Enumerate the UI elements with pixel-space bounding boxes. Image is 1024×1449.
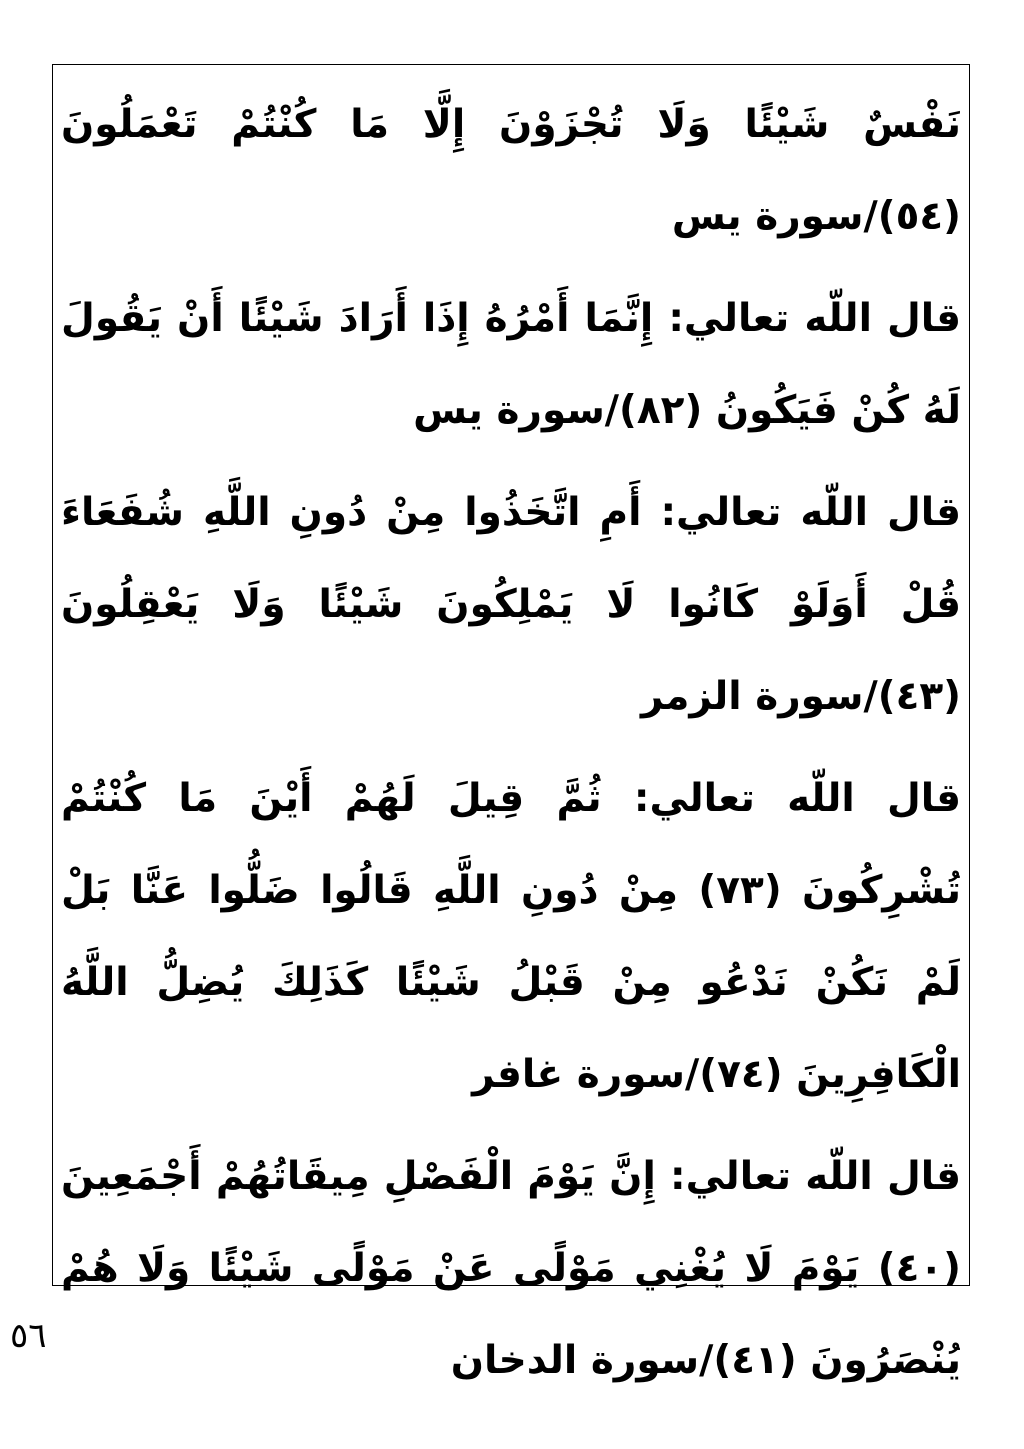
passage-yasin-82: [61, 273, 961, 457]
verse-line: قال اللّه تعالي: أَمِ اتَّخَذُوا مِنْ دُونِ اللَّهِ شُفَعَاءَ: [61, 490, 961, 535]
passage-zumar-43: [61, 467, 961, 743]
verse-line: لَهُ كُنْ فَيَكُونُ (٨٢)/سورة يس: [413, 388, 961, 433]
verse-line: قال اللّه تعالي: إِنَّمَا أَمْرُهُ إِذَا أَرَادَ شَيْئًا أَنْ يَقُولَ: [61, 296, 961, 341]
verse-line: قال اللّه تعالي: ثُمَّ قِيلَ لَهُمْ أَيْنَ مَا كُنْتُمْ: [61, 776, 961, 821]
passage-yasin-54: [61, 79, 961, 263]
verse-line: (٤٠) يَوْمَ لَا يُغْنِي مَوْلًى عَنْ مَوْلًى شَيْئًا وَلَا هُمْ: [61, 1246, 961, 1291]
verse-line: الْكَافِرِينَ (٧٤)/سورة غافر: [472, 1052, 961, 1097]
verse-line: نَفْسٌ شَيْئًا وَلَا تُجْزَوْنَ إِلَّا مَا كُنْتُمْ تَعْمَلُونَ: [61, 102, 961, 147]
passage-ghafir-73-74: [61, 753, 961, 1121]
verse-line: تُشْرِكُونَ (٧٣) مِنْ دُونِ اللَّهِ قَالُوا ضَلُّوا عَنَّا بَلْ: [61, 868, 961, 913]
verse-line: قُلْ أَوَلَوْ كَانُوا لَا يَمْلِكُونَ شَيْئًا وَلَا يَعْقِلُونَ: [61, 582, 961, 627]
verse-line: (٤٣)/سورة الزمر: [640, 674, 961, 719]
verse-line: لَمْ نَكُنْ نَدْعُو مِنْ قَبْلُ شَيْئًا كَذَلِكَ يُضِلُّ اللَّهُ: [61, 960, 961, 1005]
verse-line: قال اللّه تعالي: إِنَّ يَوْمَ الْفَصْلِ مِيقَاتُهُمْ أَجْمَعِينَ: [61, 1154, 961, 1199]
page-number: ٥٦: [10, 1316, 47, 1356]
verse-line: يُنْصَرُونَ (٤١)/سورة الدخان: [450, 1338, 961, 1383]
passage-dukhan-40-41: [61, 1131, 961, 1407]
verse-line: (٥٤)/سورة يس: [671, 194, 961, 239]
text-frame: [52, 64, 970, 1383]
